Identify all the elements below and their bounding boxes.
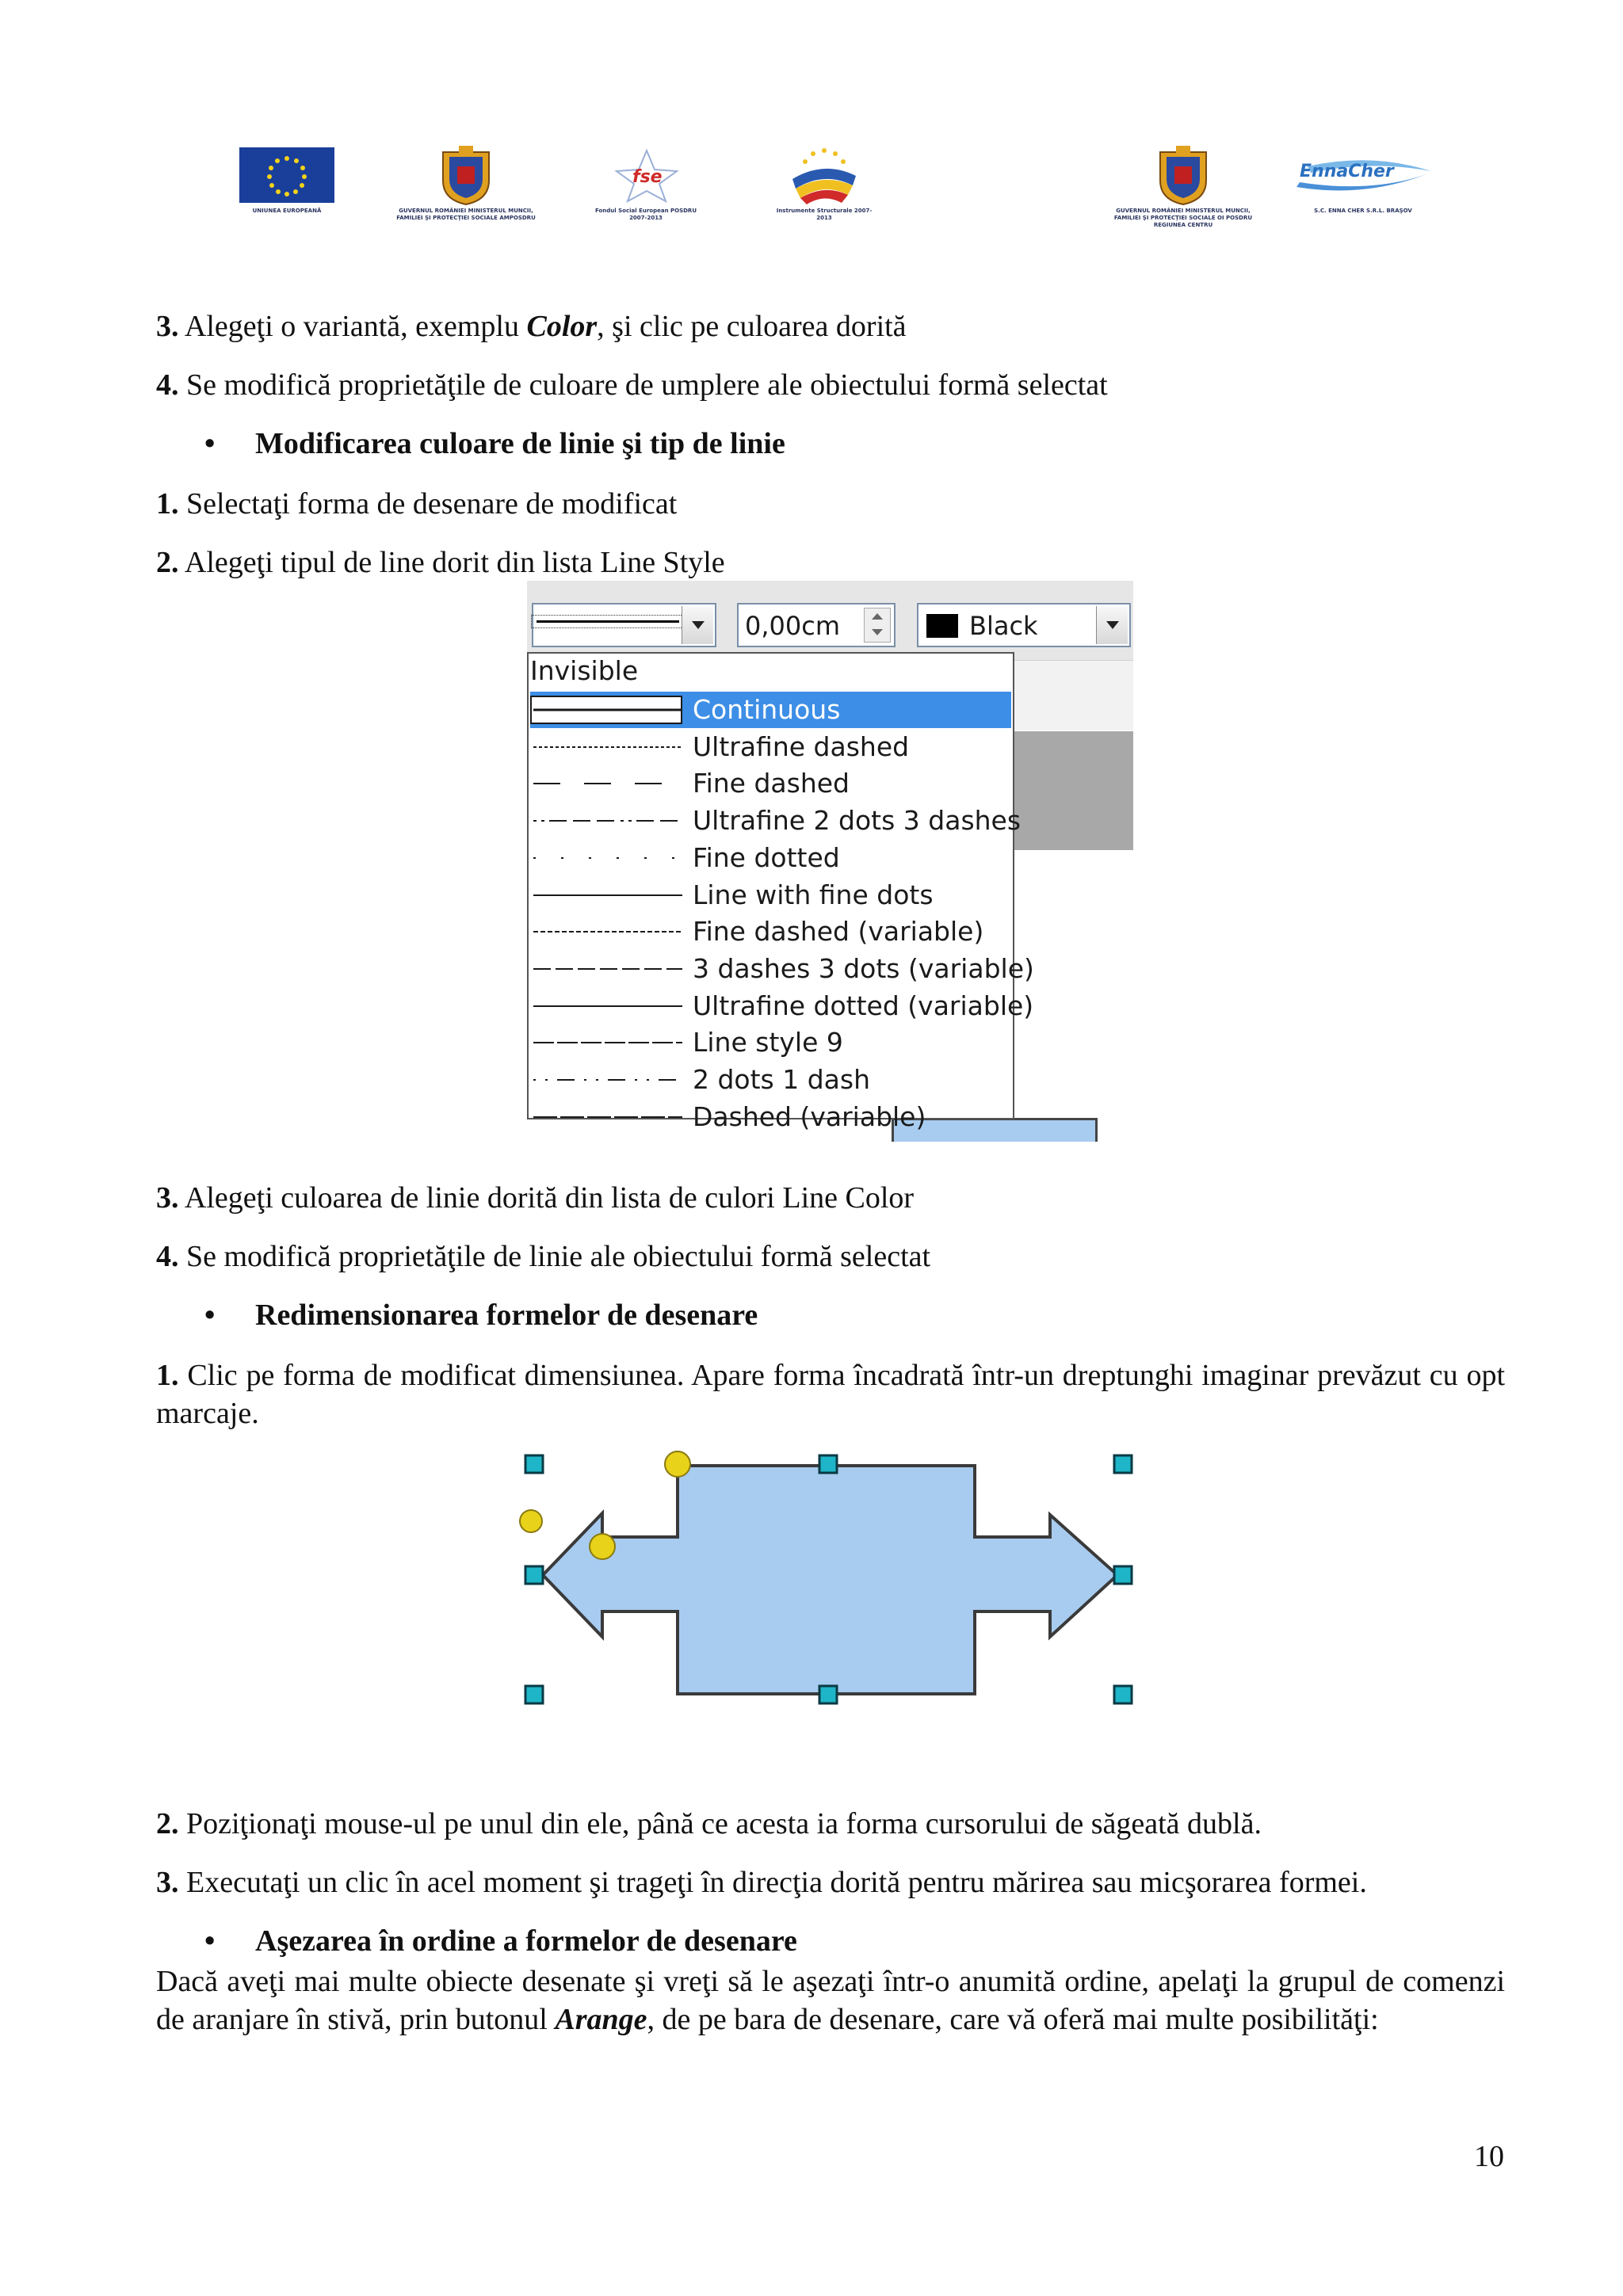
color-step-3: 3. Alegeţi culoarea de linie dorită din lista de culori Line Color bbox=[156, 1181, 915, 1215]
heading-line-style: Modificarea culoare de linie şi tip de linie bbox=[255, 427, 785, 460]
eu-flag-logo bbox=[239, 147, 334, 203]
order-paragraph: Dacă aveţi mai multe obiecte desenate şi vreţi să le aşezaţi într-o anumită ordine, apelaţi la grupul de comenzi de aranjare în stivă, prin butonul Arange, de pe bara de desenare, care vă oferă mai multe posibilităţi: bbox=[156, 1965, 1505, 2036]
background-strip bbox=[1014, 660, 1133, 730]
line-style-option[interactable] bbox=[530, 765, 1011, 802]
coat-of-arms-icon-2 bbox=[1157, 144, 1209, 206]
heading-order: Aşezarea în ordine a formelor de desenare bbox=[255, 1924, 797, 1958]
chevron-down-icon bbox=[1106, 621, 1119, 629]
line-style-preview-icon bbox=[530, 840, 685, 876]
resize-step-2: 2. Poziţionaţi mouse-ul pe unul din ele, până ce acesta ia forma cursorului de săgeată dublă. bbox=[156, 1807, 1262, 1840]
line-style-preview bbox=[537, 620, 679, 623]
line-style-option-label: 3 dashes 3 dots (variable) bbox=[693, 952, 1034, 984]
line-style-preview-icon bbox=[530, 765, 685, 802]
color-swatch bbox=[926, 614, 958, 638]
page-number: 10 bbox=[1474, 2140, 1504, 2173]
line-style-preview-icon bbox=[530, 1024, 685, 1061]
line-style-combo[interactable] bbox=[532, 603, 716, 647]
line-style-option[interactable] bbox=[530, 1099, 1011, 1135]
resize-step-3: 3. Executaţi un clic în acel moment şi trageţi în direcţia dorită pentru mărirea sau micşorarea formei. bbox=[156, 1866, 1367, 1899]
romania-coat-logo-2 bbox=[1157, 144, 1209, 206]
line-toolbar bbox=[527, 581, 1133, 660]
spin-up-icon[interactable] bbox=[872, 613, 883, 620]
control-point-top bbox=[665, 1451, 690, 1477]
eu-flag-icon bbox=[239, 147, 334, 203]
handle-top-left bbox=[525, 1455, 543, 1473]
heading-resize: Redimensionarea formelor de desenare bbox=[255, 1299, 758, 1332]
line-style-option-label: Fine dashed (variable) bbox=[693, 916, 984, 948]
resize-shape-figure bbox=[515, 1442, 1149, 1711]
line-style-preview-icon bbox=[530, 803, 685, 839]
line-style-option-label: Fine dotted bbox=[693, 841, 840, 873]
line-style-preview-icon bbox=[530, 1099, 685, 1135]
line-style-option-label: Dashed (variable) bbox=[693, 1100, 926, 1132]
line-style-option[interactable] bbox=[530, 692, 1011, 728]
line-style-screenshot bbox=[527, 581, 1133, 1142]
handle-middle-right bbox=[1114, 1566, 1132, 1584]
line-style-option-label: 2 dots 1 dash bbox=[693, 1064, 871, 1095]
color-step-4: 4. Se modifică proprietăţile de linie ale obiectului formă selectat bbox=[156, 1240, 931, 1273]
resize-step-1: 1. Clic pe forma de modificat dimensiunea. Apare forma încadrată într-un dreptunghi imaginar prevăzut cu opt marcaje. bbox=[156, 1359, 1505, 1430]
spin-buttons[interactable] bbox=[864, 608, 891, 643]
line-color-combo[interactable] bbox=[917, 603, 1131, 647]
fse-star-icon bbox=[609, 147, 685, 203]
romania-coat-logo bbox=[440, 144, 492, 206]
line-style-option[interactable] bbox=[530, 988, 1034, 1024]
line-style-preview-icon bbox=[530, 877, 685, 913]
bullet-line: • bbox=[204, 427, 216, 460]
line-style-option[interactable] bbox=[530, 1024, 1011, 1061]
ennacher-logo bbox=[1292, 151, 1434, 206]
handle-top-middle bbox=[819, 1455, 837, 1473]
line-width-value: 0,00cm bbox=[745, 611, 841, 641]
fill-step-4: 4. Se modifică proprietăţile de culoare de umplere ale obiectului formă selectat bbox=[156, 368, 1108, 402]
coat-of-arms-icon bbox=[440, 144, 492, 206]
line-style-list[interactable] bbox=[527, 652, 1034, 1132]
line-style-option[interactable] bbox=[530, 1062, 1011, 1098]
instrumente-structurale-logo bbox=[785, 144, 864, 204]
line-style-option-label: Line style 9 bbox=[693, 1027, 843, 1058]
spin-down-icon[interactable] bbox=[872, 629, 883, 635]
handle-bottom-middle bbox=[819, 1686, 837, 1703]
eu-flag-caption: UNIUNEA EUROPEANĂ bbox=[252, 208, 322, 214]
handle-bottom-right bbox=[1114, 1686, 1132, 1703]
line-style-option-label: Ultrafine dotted (variable) bbox=[693, 990, 1034, 1021]
line-width-spin[interactable] bbox=[737, 603, 896, 647]
ennacher-logo-text: EnnaCher bbox=[1300, 162, 1394, 181]
line-style-option[interactable] bbox=[530, 913, 1011, 950]
control-point-arrow bbox=[590, 1534, 615, 1559]
line-style-option-label: Fine dashed bbox=[693, 768, 850, 799]
line-style-preview-icon bbox=[530, 1062, 685, 1098]
line-style-option-label: Ultrafine 2 dots 3 dashes bbox=[693, 805, 1022, 837]
romania-coat-caption-2: GUVERNUL ROMÂNIEI MINISTERUL MUNCII, FAMILIEI ŞI PROTECŢIEI SOCIALE OI POSDRU REGIUNEA CENTRU bbox=[1113, 208, 1253, 228]
line-style-preview-icon bbox=[530, 913, 685, 950]
ennacher-caption: S.C. ENNA CHER S.R.L. BRAŞOV bbox=[1314, 208, 1412, 214]
structural-instruments-icon bbox=[785, 144, 864, 204]
line-step-2: 2. Alegeţi tipul de line dorit din lista Line Style bbox=[156, 546, 725, 579]
line-style-preview-icon bbox=[530, 988, 685, 1024]
line-style-preview-icon bbox=[530, 729, 685, 765]
line-style-option-label: Line with fine dots bbox=[693, 879, 934, 910]
line-style-option-label: Continuous bbox=[693, 694, 841, 725]
line-style-preview-icon bbox=[530, 692, 685, 728]
chevron-down-icon bbox=[692, 621, 705, 629]
line-style-preview-icon bbox=[530, 951, 685, 987]
line-color-value: Black bbox=[969, 611, 1038, 641]
double-arrow-shape bbox=[515, 1442, 1149, 1711]
romania-coat-caption: GUVERNUL ROMÂNIEI MINISTERUL MUNCII, FAMILIEI ŞI PROTECŢIEI SOCIALE AMPOSDRU bbox=[396, 208, 536, 221]
handle-middle-left bbox=[525, 1566, 543, 1584]
background-panel bbox=[1014, 731, 1133, 850]
line-style-dropdown-button[interactable] bbox=[682, 606, 713, 644]
list-item-invisible[interactable]: Invisible bbox=[530, 655, 639, 686]
handle-top-right bbox=[1114, 1455, 1132, 1473]
svg-text:fse: fse bbox=[632, 167, 663, 187]
line-color-dropdown-button[interactable] bbox=[1096, 606, 1128, 644]
line-style-option[interactable] bbox=[530, 803, 1022, 839]
handle-bottom-left bbox=[525, 1686, 543, 1703]
line-style-option[interactable] bbox=[530, 729, 1011, 765]
instrumente-caption: Instrumente Structurale 2007-2013 bbox=[776, 208, 873, 221]
line-style-option-label: Ultrafine dashed bbox=[693, 730, 910, 762]
line-step-1: 1. Selectaţi forma de desenare de modificat bbox=[156, 487, 678, 521]
line-style-option[interactable] bbox=[530, 951, 1034, 987]
bullet-order: • bbox=[204, 1924, 216, 1958]
fill-step-3: 3. Alegeţi o variantă, exemplu Color, şi clic pe culoarea dorită bbox=[156, 310, 907, 343]
fse-logo bbox=[609, 147, 685, 203]
control-point-left bbox=[520, 1510, 542, 1532]
line-style-option[interactable] bbox=[530, 877, 1011, 913]
fse-caption: Fondul Social European POSDRU 2007-2013 bbox=[594, 208, 697, 221]
bullet-resize: • bbox=[204, 1299, 216, 1332]
line-style-option[interactable] bbox=[530, 840, 1011, 876]
